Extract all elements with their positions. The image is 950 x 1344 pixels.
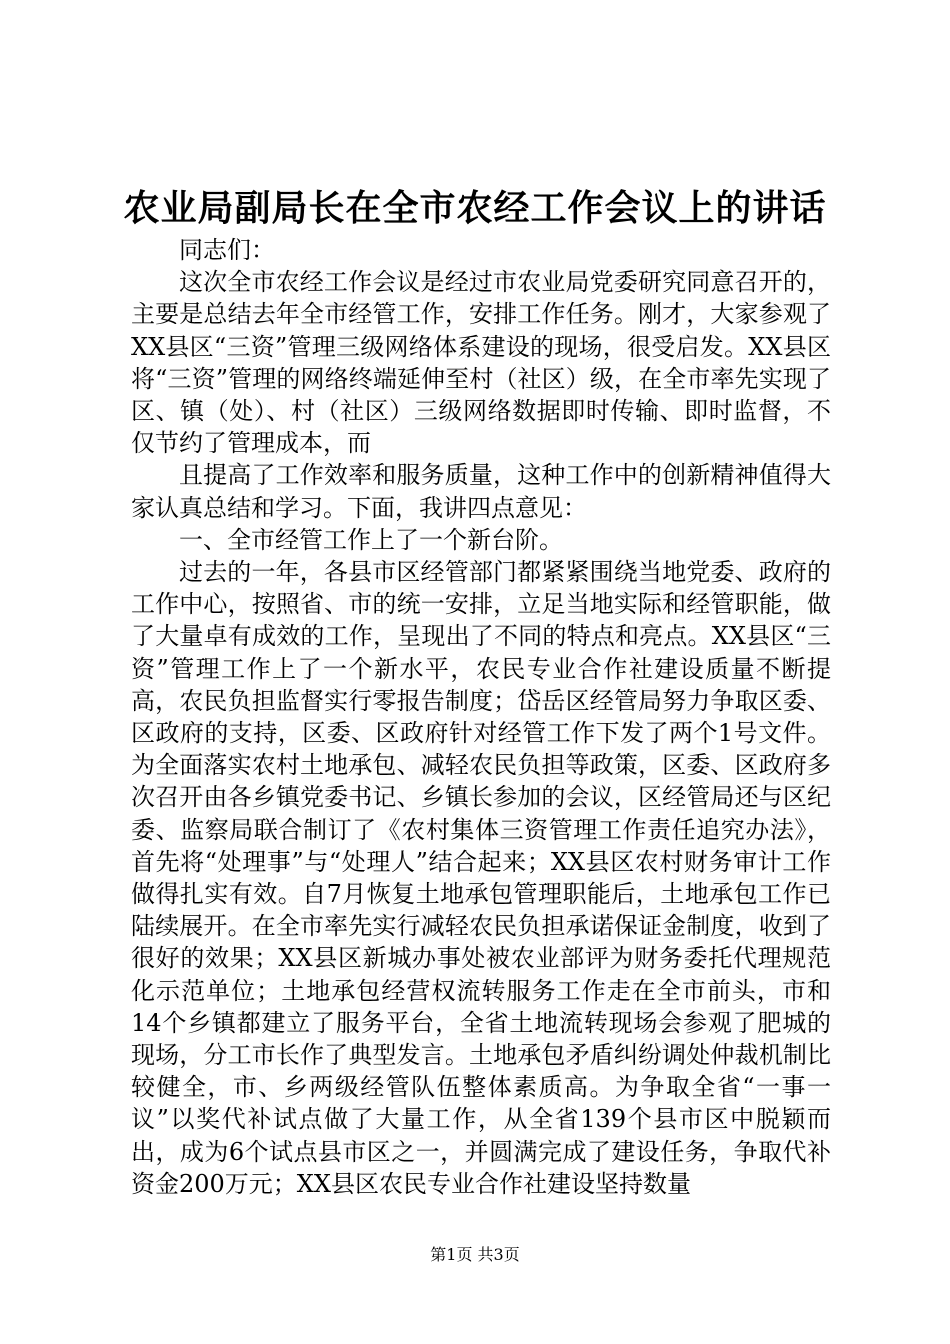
document-title: 农业局副局长在全市农经工作会议上的讲话 (123, 187, 827, 229)
body-paragraph: 且提高了工作效率和服务质量，这种工作中的创新精神值得大家认真总结和学习。下面，我讲四点意见： (131, 461, 831, 522)
body-paragraph: 这次全市农经工作会议是经过市农业局党委研究同意召开的，主要是总结去年全市经管工作，安排工作任务。刚才，大家参观了XX县区“三资”管理三级网络体系建设的现场，很受启发。XX县区将“三资”管理的网络终端延伸至村（社区）级，在全市率先实现了区、镇（处）、村（社区）三级网络数据即时传输、即时监督，不仅节约了管理成本，而 (131, 268, 831, 458)
section-heading: 一、全市经管工作上了一个新台阶。 (179, 525, 563, 554)
body-paragraph: 过去的一年，各县市区经管部门都紧紧围绕当地党委、政府的工作中心，按照省、市的统一安排，立足当地实际和经管职能，做了大量卓有成效的工作，呈现出了不同的特点和亮点。XX县区“三资”管理工作上了一个新水平，农民专业合作社建设质量不断提高，农民负担监督实行零报告制度；岱岳区经管局努力争取区委、区政府的支持，区委、区政府针对经管工作下发了两个1号文件。为全面落实农村土地承包、减轻农民负担等政策，区委、区政府多次召开由各乡镇党委书记、乡镇长参加的会议，区经管局还与区纪委、监察局联合制订了《农村集体三资管理工作责任追究办法》，首先将“处理事”与“处理人”结合起来；XX县区农村财务审计工作做得扎实有效。自7月恢复土地承包管理职能后，土地承包工作已陆续展开。在全市率先实行减轻农民负担承诺保证金制度，收到了很好的效果；XX县区新城办事处被农业部评为财务委托代理规范化示范单位；土地承包经营权流转服务工作走在全市前头，市和14个乡镇都建立了服务平台，全省土地流转现场会参观了肥城的现场，分工市长作了典型发言。土地承包矛盾纠纷调处仲裁机制比较健全，市、乡两级经管队伍整体素质高。为争取全省“一事一议”以奖代补试点做了大量工作，从全省139个县市区中脱颖而出，成为6个试点县市区之一，并圆满完成了建设任务，争取代补资金200万元；XX县区农民专业合作社建设坚持数量 (131, 558, 831, 1198)
salutation-paragraph: 同志们： (179, 236, 275, 264)
page-number-footer: 第1页 共3页 (430, 1245, 520, 1264)
document-body (131, 234, 831, 1200)
